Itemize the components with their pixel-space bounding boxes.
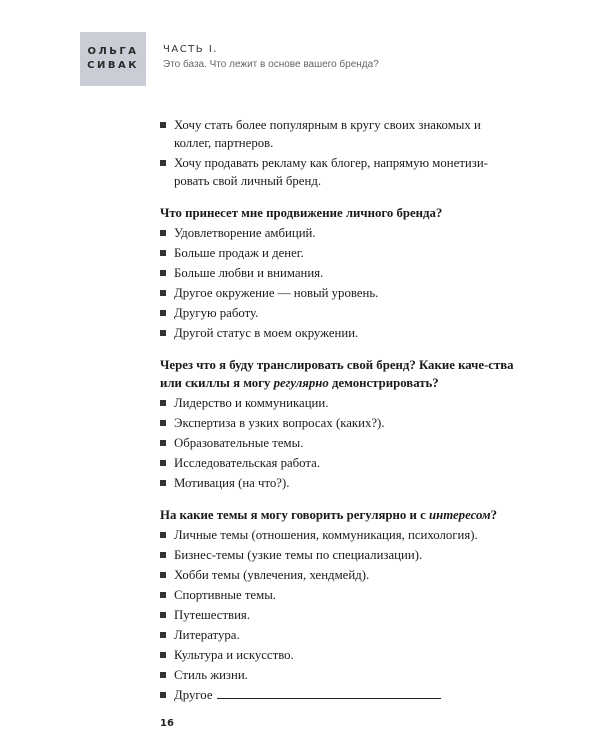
part-subtitle: Это база. Что лежит в основе вашего бренда? (163, 59, 379, 70)
list-item: Другое окружение — новый уровень. (160, 284, 520, 302)
list-item: Хочу стать более популярным в кругу своих знакомых и коллег, партнеров. (160, 116, 520, 152)
list-item: Другой статус в моем окружении. (160, 324, 520, 342)
section-topics (160, 506, 520, 704)
list-item: Стиль жизни. (160, 666, 520, 684)
list-item: Образовательные темы. (160, 434, 520, 452)
list-item: Хочу продавать рекламу как блогер, напрямую монетизи-ровать свой личный бренд. (160, 154, 520, 190)
list-item: Спортивные темы. (160, 586, 520, 604)
list-item: Литература. (160, 626, 520, 644)
other-label: Другое (174, 688, 213, 702)
list-item: Другую работу. (160, 304, 520, 322)
author-last-name: СИВАК (87, 60, 139, 71)
author-name-block (80, 32, 146, 86)
list-item: Исследовательская работа. (160, 454, 520, 472)
fill-in-line (217, 687, 441, 699)
list-item: Больше продаж и денег. (160, 244, 520, 262)
page-content (160, 116, 520, 706)
section-heading: Что принесет мне продвижение личного бренда? (160, 206, 443, 220)
list-item: Мотивация (на что?). (160, 474, 520, 492)
section-benefits (160, 204, 520, 342)
list-item: Культура и искусство. (160, 646, 520, 664)
section-heading: На какие темы я могу говорить регулярно и с интересом? (160, 508, 498, 522)
list-item: Экспертиза в узких вопросах (каких?). (160, 414, 520, 432)
list-item: Личные темы (отношения, коммуникация, психология). (160, 526, 520, 544)
list-item: Удовлетворение амбиций. (160, 224, 520, 242)
list-item: Хобби темы (увлечения, хендмейд). (160, 566, 520, 584)
list-item: Лидерство и коммуникации. (160, 394, 520, 412)
list-item: Больше любви и внимания. (160, 264, 520, 282)
section-heading: Через что я буду транслировать свой бренд? Какие каче-ства или скиллы я могу регулярно демонстрировать? (160, 358, 514, 390)
list-item-other (160, 686, 520, 704)
list-item: Бизнес-темы (узкие темы по специализации). (160, 546, 520, 564)
list-item: Путешествия. (160, 606, 520, 624)
page-number: 16 (160, 718, 174, 729)
part-label: ЧАСТЬ I. (163, 44, 218, 55)
author-first-name: ОЛЬГА (87, 46, 139, 57)
section-qualities (160, 356, 520, 492)
